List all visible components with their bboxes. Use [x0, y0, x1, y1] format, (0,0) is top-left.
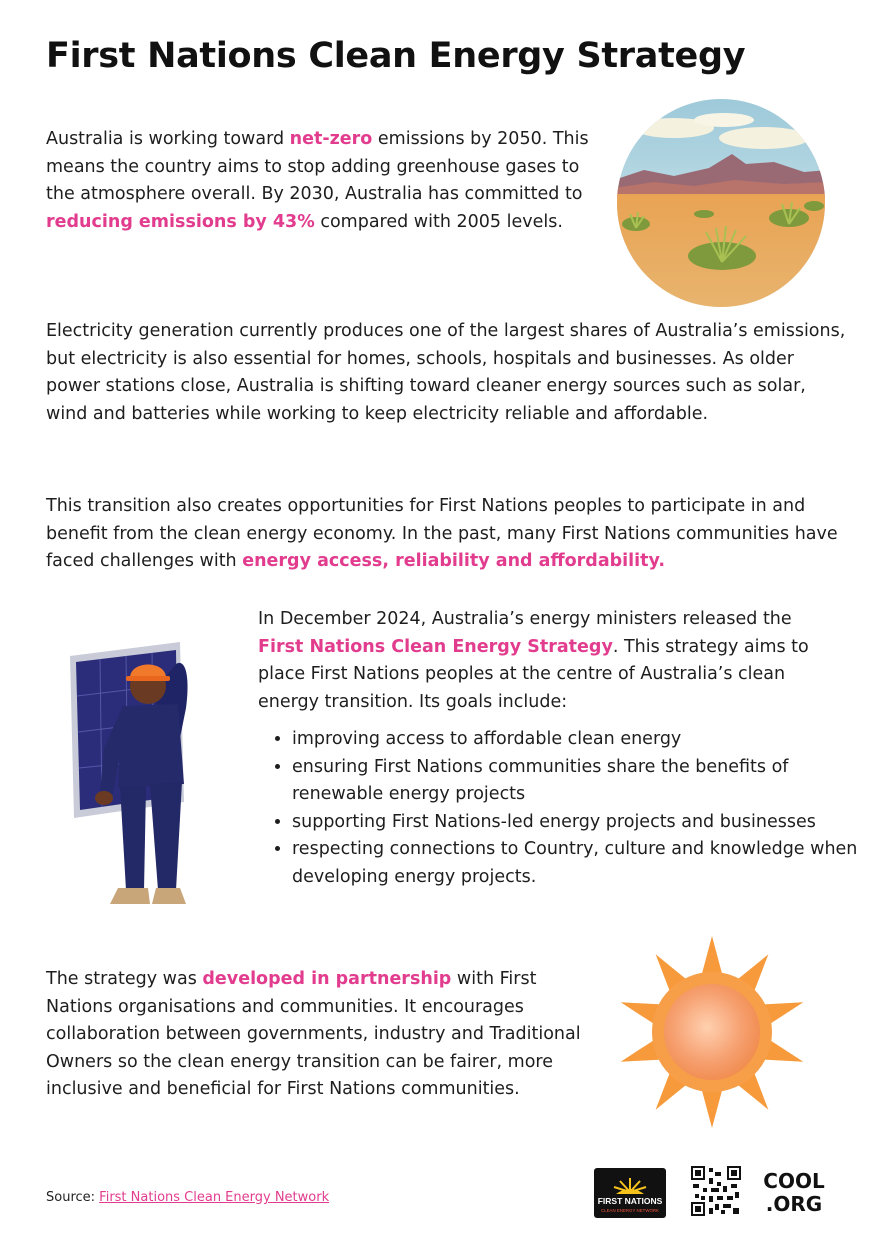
goal-item: • respecting connections to Country, culture and knowledge when developing energy projects.: [292, 836, 862, 891]
highlight-reducing-emissions: reducing emissions by 43%: [46, 211, 315, 232]
intro-paragraph: Australia is working toward net-zero emissions by 2050. This means the country aims to stop adding greenhouse gases to the atmosphere overall. By 2030, Australia has committed to reducing emissions by 43% compared with 2005 levels.: [46, 129, 589, 232]
strategy-paragraph: In December 2024, Australia’s energy ministers released the First Nations Clean Energy Strategy. This strategy aims to place First Nations peoples at the centre of Australia’s clean energy transition. Its goals include:: [258, 609, 809, 712]
cool-logo-line1: COOL: [763, 1169, 825, 1193]
fn-logo-line2: CLEAN ENERGY NETWORK: [601, 1208, 659, 1213]
partnership-paragraph: The strategy was developed in partnership with First Nations organisations and communities. It encourages collaboration between governments, industry and Traditional Owners so the clean energy transition can be fairer, more inclusive and beneficial for First Nations communities.: [46, 969, 581, 1099]
source-line: Source: First Nations Clean Energy Network: [46, 1190, 330, 1205]
transition-paragraph: This transition also creates opportunities for First Nations peoples to participate in and benefit from the clean energy economy. In the past, many First Nations communities have faced challenges with energy access, reliability and affordability.: [46, 496, 838, 571]
sun-illustration: [612, 934, 812, 1130]
solar-worker-illustration: [60, 638, 200, 914]
electricity-paragraph: Electricity generation currently produces one of the largest shares of Australia’s emissions, but electricity is also essential for homes, schools, hospitals and businesses. As older power stations close, Australia is shifting toward cleaner energy sources such as solar, wind and batteries while working to keep electricity reliable and affordable.: [46, 321, 846, 424]
highlight-energy-access: energy access, reliability and affordability.: [242, 551, 665, 571]
goal-item: • supporting First Nations-led energy projects and businesses: [292, 809, 862, 837]
qr-code[interactable]: [691, 1166, 741, 1216]
highlight-net-zero: net-zero: [289, 129, 373, 149]
fn-logo-line1: FIRST NATIONS: [597, 1196, 663, 1206]
highlight-partnership: developed in partnership: [202, 969, 452, 989]
goal-item: • ensuring First Nations communities share the benefits of renewable energy projects: [292, 754, 862, 809]
highlight-strategy-name: First Nations Clean Energy Strategy: [258, 636, 613, 657]
source-link[interactable]: First Nations Clean Energy Network: [99, 1190, 330, 1205]
goals-list: [270, 726, 862, 891]
page-title: First Nations Clean Energy Strategy: [46, 36, 746, 76]
cool-logo-line2: .ORG: [765, 1192, 823, 1216]
cool-org-logo: [758, 1166, 830, 1216]
first-nations-clean-energy-network-logo: [594, 1168, 666, 1218]
desert-landscape-illustration: [614, 98, 828, 308]
goal-item: • improving access to affordable clean energy: [292, 726, 862, 754]
